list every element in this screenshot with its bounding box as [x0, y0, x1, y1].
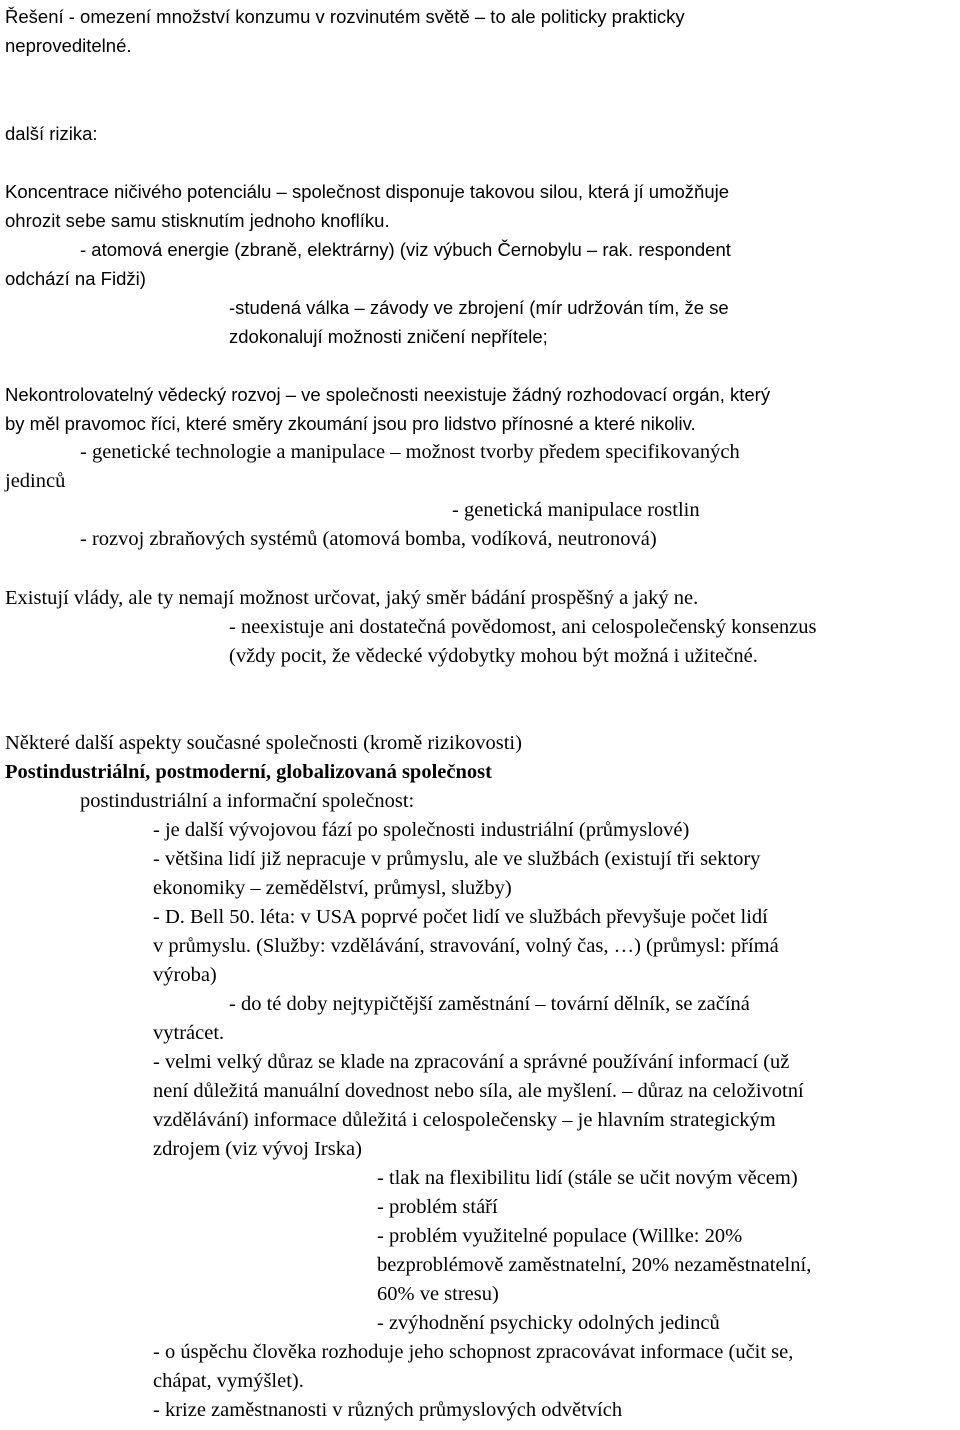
text-line: vytrácet.: [153, 1022, 225, 1044]
text-line: (vždy pocit, že vědecké výdobytky mohou být možná i užitečné.: [229, 645, 758, 667]
text-line: neproveditelné.: [5, 35, 132, 56]
text-line: - problém využitelné populace (Willke: 20%: [377, 1225, 743, 1247]
text-line: by měl pravomoc říci, které směry zkoumání jsou pro lidstvo přínosné a které nikoliv.: [5, 413, 696, 434]
text-line: - zvýhodnění psychicky odolných jedinců: [377, 1312, 720, 1334]
section-heading: Postindustriální, postmoderní, globalizovaná společnost: [5, 761, 492, 783]
text-line: odchází na Fidži): [5, 268, 146, 289]
text-line: Některé další aspekty současné společnosti (kromě rizikovosti): [5, 732, 522, 754]
text-line: - tlak na flexibilitu lidí (stále se učit novým věcem): [377, 1167, 798, 1189]
text-line: - neexistuje ani dostatečná povědomost, ani celospolečenský konsenzus: [229, 616, 817, 638]
text-line: - problém stáří: [377, 1196, 498, 1218]
text-line: v průmyslu. (Služby: vzdělávání, stravování, volný čas, …) (průmysl: přímá: [153, 935, 779, 957]
text-line: jedinců: [5, 470, 66, 492]
text-line: - většina lidí již nepracuje v průmyslu, ale ve službách (existují tři sektory: [153, 848, 761, 870]
text-line: výroba): [153, 964, 217, 986]
text-line: - velmi velký důraz se klade na zpracování a správné používání informací (už: [153, 1051, 790, 1073]
text-line: - do té doby nejtypičtější zaměstnání – tovární dělník, se začíná: [229, 993, 750, 1015]
text-line: - genetické technologie a manipulace – možnost tvorby předem specifikovaných: [80, 441, 740, 463]
text-line: - rozvoj zbraňových systémů (atomová bomba, vodíková, neutronová): [80, 528, 657, 550]
text-line: - D. Bell 50. léta: v USA poprvé počet lidí ve službách převyšuje počet lidí: [153, 906, 768, 928]
text-line: - atomová energie (zbraně, elektrárny) (viz výbuch Černobylu – rak. respondent: [80, 239, 731, 260]
text-line: 60% ve stresu): [377, 1283, 499, 1305]
text-line: -studená válka – závody ve zbrojení (mír udržován tím, že se: [229, 297, 729, 318]
text-line: Existují vlády, ale ty nemají možnost určovat, jaký směr bádání prospěšný a jaký ne.: [5, 587, 699, 609]
text-line: - genetická manipulace rostlin: [452, 499, 700, 521]
text-line: Koncentrace ničivého potenciálu – společnost disponuje takovou silou, která jí umožňuje: [5, 181, 730, 202]
text-line: zdokonalují možnosti zničení nepřítele;: [229, 326, 548, 347]
text-line: vzdělávání) informace důležitá i celospolečensky – je hlavním strategickým: [153, 1109, 776, 1131]
text-line: ekonomiky – zemědělství, průmysl, služby): [153, 877, 512, 899]
text-line: - o úspěchu člověka rozhoduje jeho schopnost zpracovávat informace (učit se,: [153, 1341, 794, 1363]
text-line: chápat, vymýšlet).: [153, 1370, 304, 1392]
text-line: bezproblémově zaměstnatelní, 20% nezaměstnatelní,: [377, 1254, 812, 1276]
text-line: Nekontrolovatelný vědecký rozvoj – ve společnosti neexistuje žádný rozhodovací orgán, který: [5, 384, 771, 405]
text-line: zdrojem (viz vývoj Irska): [153, 1138, 362, 1160]
text-line: další rizika:: [5, 123, 98, 144]
text-line: - krize zaměstnanosti v různých průmyslových odvětvích: [153, 1399, 623, 1421]
text-line: ohrozit sebe samu stisknutím jednoho knoflíku.: [5, 210, 390, 231]
text-line: - je další vývojovou fází po společnosti industriální (průmyslové): [153, 819, 690, 841]
text-line: postindustriální a informační společnost:: [80, 790, 415, 812]
text-line: Řešení - omezení množství konzumu v rozvinutém světě – to ale politicky prakticky: [5, 6, 685, 27]
text-line: není důležitá manuální dovednost nebo síla, ale myšlení. – důraz na celoživotní: [153, 1080, 804, 1102]
